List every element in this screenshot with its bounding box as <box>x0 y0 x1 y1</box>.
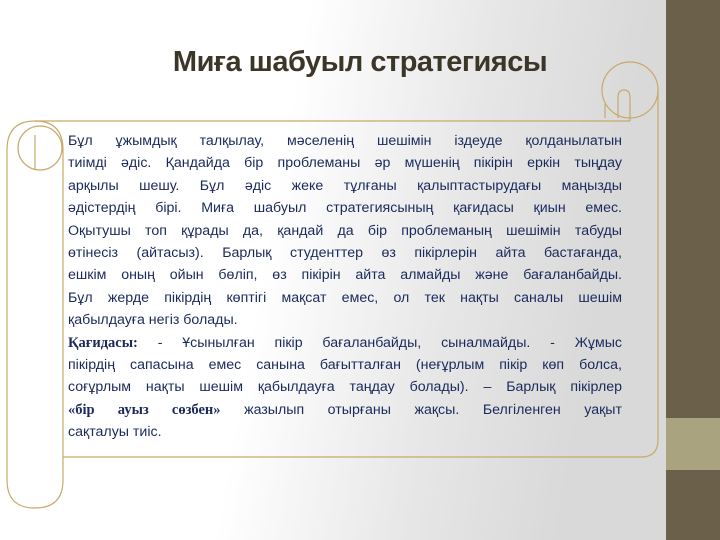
text-line: тиімді әдіс. Қандайда бір проблеманы әр мүшенің пікірін еркін тыңдау <box>68 155 622 172</box>
text-line: сақталуы тиіс. <box>68 424 162 441</box>
body-text <box>68 130 622 444</box>
text-line: арқылы шешу. Бұл әдіс жеке тұлғаны қалыптастырудағы маңызды <box>68 177 622 194</box>
text-segment: - Ұсынылған пікір бағаланбайды, сыналмайды. - Жұмыс <box>137 334 622 351</box>
text-line: ешкім оның ойын бөліп, өз пікірін айта алмайды және бағаланбайды. <box>68 267 622 284</box>
text-line: қабылдауға негіз болады. <box>68 312 238 329</box>
text-segment: жазылып отырғаны жақсы. Белгіленген уақыт <box>220 401 622 418</box>
text-line: әдістердің бірі. Миға шабуыл стратегиясының қағидасы қиын емес. <box>68 200 622 217</box>
page-title: Миға шабуыл стратегиясы <box>172 46 548 78</box>
quoted-phrase: «бір ауыз сөзбен» <box>68 401 221 418</box>
text-line: пікірдің сапасына емес санына бағытталған (неғұрлым пікір көп болса, <box>68 357 622 374</box>
text-line <box>68 332 622 354</box>
text-line: өтінесіз (айтасыз). Барлық студенттер өз пікірлерін айта бастағанда, <box>68 245 622 262</box>
text-line: Бұл ұжымдық талқылау, мәселенің шешімін іздеуде қолданылатын <box>68 133 622 149</box>
text-line <box>68 399 622 421</box>
text-line: соғұрлым нақты шешім қабылдауға таңдау болады). – Барлық пікірлер <box>68 379 622 396</box>
text-line: Бұл жерде пікірдің көптігі мақсат емес, ол тек нақты саналы шешім <box>68 289 622 306</box>
text-line: Оқытушы топ құрады да, қандай да бір проблеманың шешімін табуды <box>68 222 622 239</box>
rules-label: Қағидасы: <box>68 334 138 351</box>
